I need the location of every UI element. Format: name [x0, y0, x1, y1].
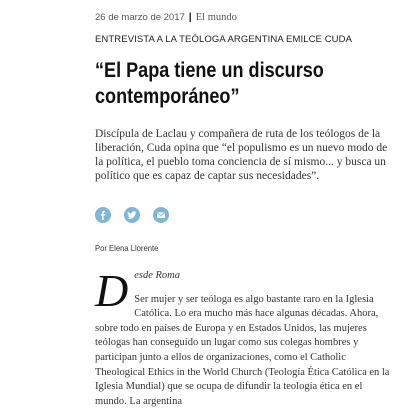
email-icon: [156, 210, 166, 220]
drop-cap: D: [95, 265, 129, 316]
article-body: [95, 265, 395, 409]
facebook-icon: [98, 210, 108, 220]
article-meta: [95, 11, 237, 23]
dateline: esde Roma: [134, 270, 181, 281]
twitter-icon: [127, 210, 137, 220]
article-lead: Discípula de Laclau y compañera de ruta de los teólogos de la liberación, Cuda opina que “el populismo es un nuevo modo de la política, el pueblo toma conciencia de sí mismo... y busca un político que es capaz de captar sus necesidades”.: [95, 128, 388, 182]
share-email-button[interactable]: [153, 207, 169, 223]
body-paragraph: Ser mujer y ser teóloga es algo bastante raro en la Iglesia Católica. Lo era mucho más hace algunas décadas. Ahora, sobre todo en países de Europa y en Estados Unidos, las mujeres teólogas han conseguido un lugar como sus colegas hombres y participan junto a ellos de organizaciones, como el Catholic Theological Ethics in the World Church (Teología Ética Católica en la Iglesia Mundial) que se ocupa de difundir la teología ética en el mundo. La argentina: [95, 293, 390, 407]
share-facebook-button[interactable]: [95, 207, 111, 223]
share-twitter-button[interactable]: [124, 207, 140, 223]
article-kicker: ENTREVISTA A LA TEÓLOGA ARGENTINA EMILCE CUDA: [95, 34, 353, 45]
meta-separator: |: [188, 11, 192, 23]
share-bar: [95, 207, 169, 223]
article-headline: “El Papa tiene un discurso contemporáneo”: [95, 59, 324, 108]
section-link[interactable]: El mundo: [195, 12, 237, 23]
article-byline: Por Elena Llorente: [95, 243, 159, 253]
article-date: 26 de marzo de 2017: [95, 12, 185, 23]
